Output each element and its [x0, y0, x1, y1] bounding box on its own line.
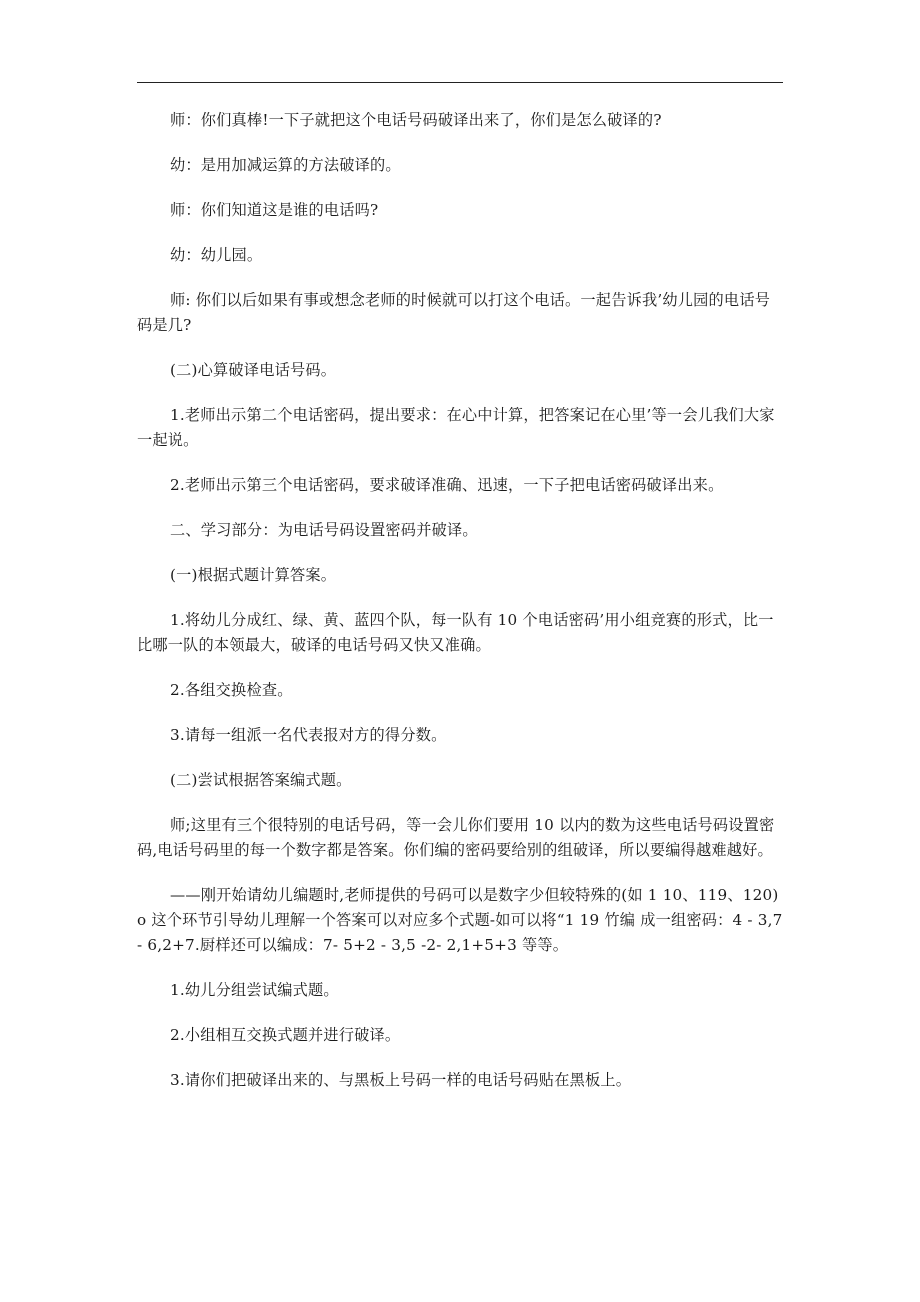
header-rule — [137, 82, 783, 83]
paragraph: 1.将幼儿分成红、绿、黄、蓝四个队，每一队有 10 个电话密码’用小组竞赛的形式，比一比哪一队的本领最大，破译的电话号码又快又准确。 — [137, 611, 774, 654]
document-body — [137, 108, 783, 1113]
paragraph: 2.老师出示第三个电话密码，要求破译准确、迅速，一下子把电话密码破译出来。 — [170, 476, 724, 494]
paragraph: 师：你们知道这是谁的电话吗? — [170, 201, 379, 219]
paragraph: 师;这里有三个很特别的电话号码，等一会儿你们要用 10 以内的数为这些电话号码设置密码,电话号码里的每一个数字都是答案。你们编的密码要给别的组破译，所以要编得越难越好。 — [137, 816, 775, 859]
section-heading: (一)根据式题计算答案。 — [170, 566, 337, 584]
paragraph: 2.小组相互交换式题并进行破译。 — [170, 1026, 401, 1044]
paragraph: ——刚开始请幼儿编题时,老师提供的号码可以是数字少但较特殊的(如 1 10、119、120)o 这个环节引导幼儿理解一个答案可以对应多个式题-如可以将“1 19 竹编 成一组密码：4 - 3,7 - 6,2+7.厨样还可以编成：7- 5+2 - 3,5 -2- 2,1+5+3 等等。 — [137, 886, 783, 954]
paragraph: 1.老师出示第二个电话密码，提出要求：在心中计算，把答案记在心里’等一会儿我们大家一起说。 — [137, 406, 775, 449]
paragraph: 3.请你们把破译出来的、与黑板上号码一样的电话号码贴在黑板上。 — [170, 1071, 632, 1089]
section-heading: (二)尝试根据答案编式题。 — [170, 771, 352, 789]
paragraph: 师: 你们以后如果有事或想念老师的时候就可以打这个电话。一起告诉我’幼儿园的电话号码是几? — [137, 291, 771, 334]
paragraph: 3.请每一组派一名代表报对方的得分数。 — [170, 726, 447, 744]
paragraph: 幼：幼儿园。 — [170, 246, 263, 264]
paragraph: 师：你们真棒!一下子就把这个电话号码破译出来了，你们是怎么破译的? — [170, 111, 662, 129]
paragraph: 幼：是用加减运算的方法破译的。 — [170, 156, 401, 174]
paragraph: 2.各组交换检查。 — [170, 681, 293, 699]
paragraph: 1.幼儿分组尝试编式题。 — [170, 981, 339, 999]
section-heading: 二、学习部分：为电话号码设置密码并破译。 — [170, 521, 478, 539]
section-heading: (二)心算破译电话号码。 — [170, 361, 337, 379]
